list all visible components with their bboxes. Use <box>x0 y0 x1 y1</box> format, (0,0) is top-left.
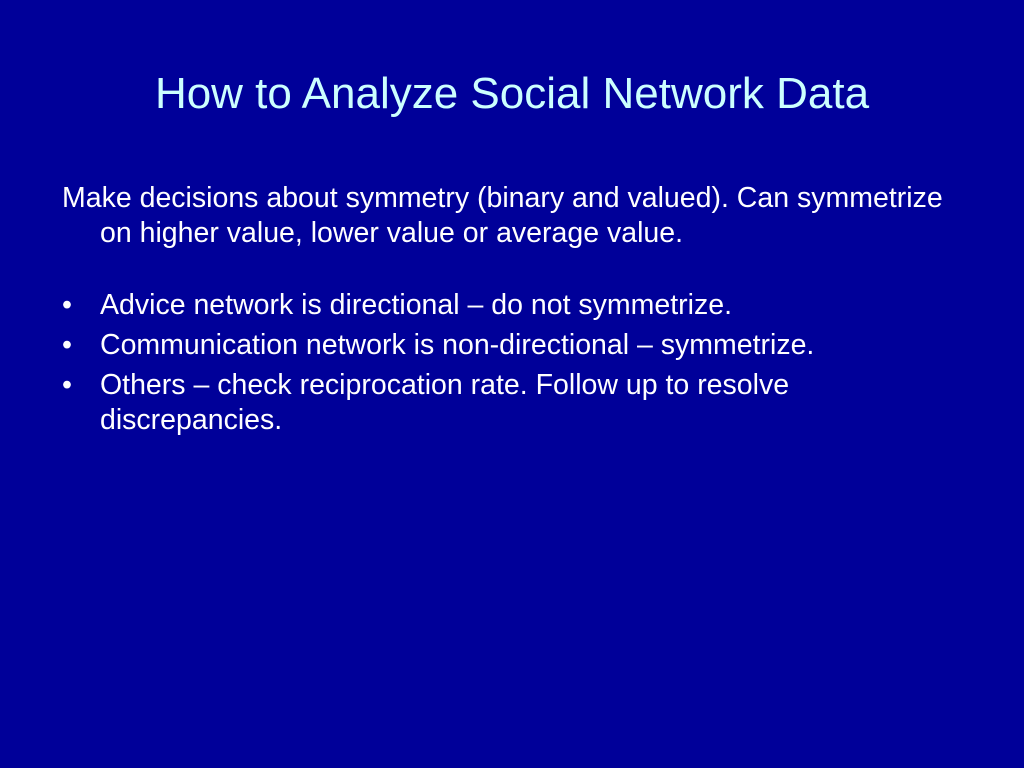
bullet-item <box>62 328 962 363</box>
bullet-item <box>62 368 962 438</box>
bullet-text: Others – check reciprocation rate. Follow up to resolve discrepancies. <box>100 369 790 436</box>
slide-title: How to Analyze Social Network Data <box>154 69 870 118</box>
bullet-icon: • <box>62 329 72 361</box>
bullet-item <box>62 288 962 323</box>
bullet-icon: • <box>62 369 72 401</box>
bullet-text: Communication network is non-directional – symmetrize. <box>100 329 815 361</box>
intro-paragraph: Make decisions about symmetry (binary and valued). Can symmetrize on higher value, lower value or average value. <box>62 182 943 249</box>
bullet-list <box>62 288 962 438</box>
slide-body <box>62 181 962 443</box>
bullet-text: Advice network is directional – do not symmetrize. <box>100 289 733 321</box>
bullet-icon: • <box>62 289 72 321</box>
